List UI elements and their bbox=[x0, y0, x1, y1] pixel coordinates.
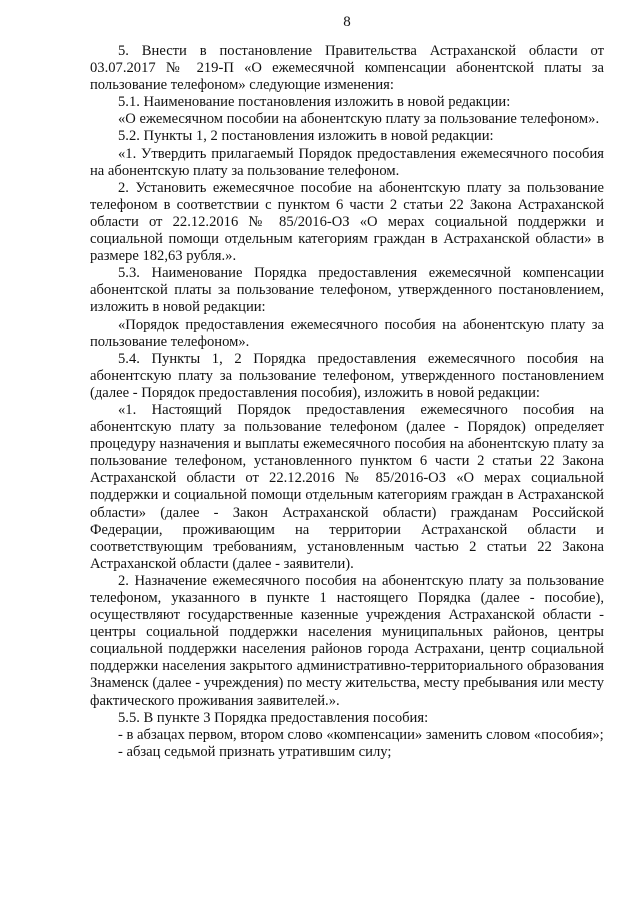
paragraph: «О ежемесячном пособии на абонентскую плату за пользование телефоном». bbox=[118, 111, 600, 128]
paragraph: 5.3. Наименование Порядка предоставления ежемесячной компенсации абонентской платы за пользование телефоном, утвержденного постановлением, изложить в новой редакции: bbox=[90, 265, 604, 316]
paragraph: «Порядок предоставления ежемесячного пособия на абонентскую плату за пользование телефоном». bbox=[90, 316, 604, 350]
page-number: 8 bbox=[343, 14, 351, 30]
paragraph: 5.1. Наименование постановления изложить в новой редакции: bbox=[118, 94, 511, 111]
paragraph: 5.2. Пункты 1, 2 постановления изложить в новой редакции: bbox=[118, 128, 494, 145]
paragraph: 2. Установить ежемесячное пособие на абонентскую плату за пользование телефоном в соответствии с пунктом 6 части 2 статьи 22 Закона Астраханской области от 22.12.2016 № 85/2016-ОЗ «О мерах социальной поддержки и социальной помощи отдельным категориям граждан в Астраханской области» в размере 182,63 рубля.». bbox=[90, 179, 604, 265]
paragraph: - абзац седьмой признать утратившим силу; bbox=[118, 743, 392, 760]
paragraph: 5. Внести в постановление Правительства Астраханской области от 03.07.2017 № 219-П «О ежемесячной компенсации абонентской платы за пользование телефоном» следующие изменения: bbox=[90, 43, 604, 94]
paragraph: - в абзацах первом, втором слово «компенсации» заменить словом «пособия»; bbox=[118, 726, 604, 743]
paragraph: «1. Утвердить прилагаемый Порядок предоставления ежемесячного пособия на абонентскую плату за пользование телефоном. bbox=[90, 145, 604, 179]
paragraph: 2. Назначение ежемесячного пособия на абонентскую плату за пользование телефоном, указанного в пункте 1 настоящего Порядка (далее - пособие), осуществляют государственные казенные учреждения Астраханской области - центры социальной поддержки населения муниципальных районов, центры социальной поддержки населения районов города Астрахани, центр социальной поддержки населения закрытого административно-территориального образования Знаменск (далее - учреждения) по месту жительства, месту пребывания или месту фактического проживания заявителей.». bbox=[90, 572, 604, 709]
paragraph: «1. Настоящий Порядок предоставления ежемесячного пособия на абонентскую плату за пользование телефоном (далее - Порядок) определяет процедуру назначения и выплаты ежемесячного пособия на абонентскую плату за пользование телефоном, установленного пунктом 6 части 2 статьи 22 Закона Астраханской области от 22.12.2016 № 85/2016-ОЗ «О мерах социальной поддержки и социальной помощи отдельным категориям граждан в Астраханской области» (далее - Закон Астраханской области) гражданам Российской Федерации, проживающим на территории Астраханской области и соответствующим требованиям, установленным частью 2 статьи 22 Закона Астраханской области (далее - заявители). bbox=[90, 401, 604, 572]
paragraph: 5.4. Пункты 1, 2 Порядка предоставления ежемесячного пособия на абонентскую плату за пользование телефоном, утвержденного постановлением (далее - Порядок предоставления пособия), изложить в новой редакции: bbox=[90, 350, 604, 401]
paragraph: 5.5. В пункте 3 Порядка предоставления пособия: bbox=[118, 709, 429, 726]
